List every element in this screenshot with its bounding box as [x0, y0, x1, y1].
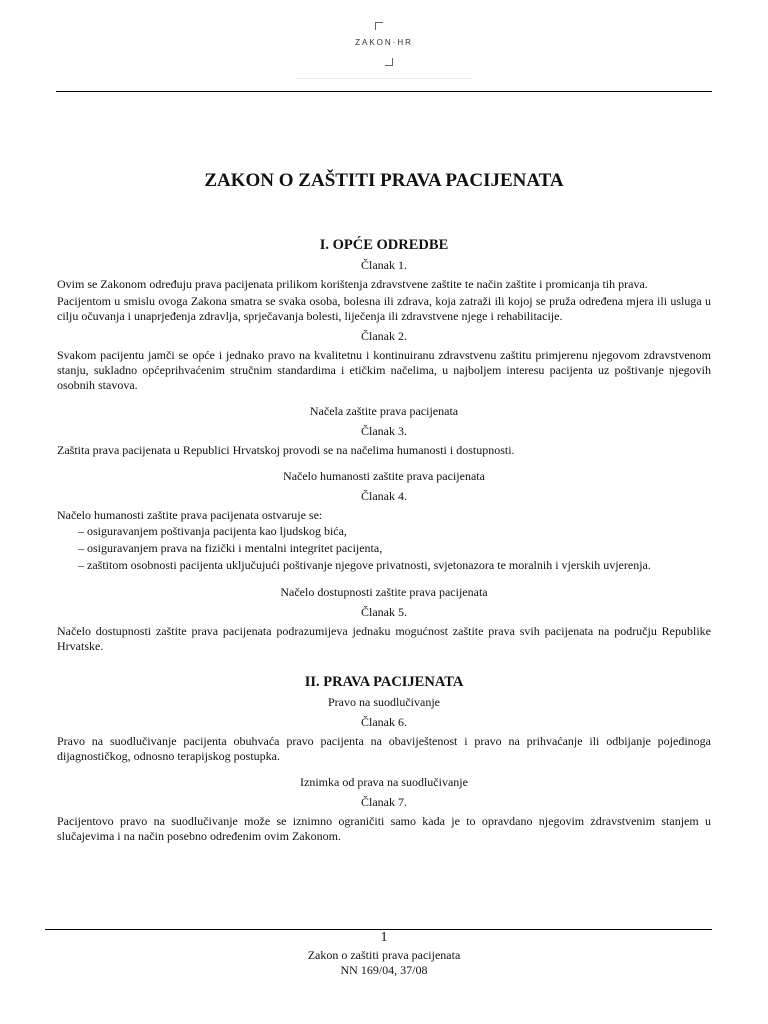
- article-subheading: Iznimka od prava na suodlučivanje: [300, 775, 468, 789]
- article-label: Članak 2.: [361, 329, 407, 343]
- paragraph: Pacijentovo pravo na suodlučivanje može se iznimno ograničiti samo kada je to opravdano njegovim zdravstvenim stanjem u slučajevima i na način posebno određenim ovim Zakonom.: [57, 814, 711, 843]
- section-heading: II. PRAVA PACIJENATA: [304, 674, 464, 690]
- article-label: Članak 6.: [361, 715, 407, 729]
- logo-text: ZAKON·HR: [355, 38, 413, 47]
- logo-underline: [296, 78, 472, 79]
- header-rule: [56, 91, 712, 92]
- document-title: ZAKON O ZAŠTITI PRAVA PACIJENATA: [204, 170, 564, 191]
- article-subheading: Načelo dostupnosti zaštite prava pacijenata: [280, 585, 488, 599]
- section-heading: I. OPĆE ODREDBE: [319, 237, 449, 253]
- article-subheading: Načela zaštite prava pacijenata: [309, 404, 459, 418]
- logo-corner-mark: [385, 58, 393, 66]
- page-number: 1: [380, 930, 388, 945]
- paragraph: Načelo dostupnosti zaštite prava pacijenata podrazumijeva jednaku mogućnost zaštite prava svih pacijenata na području Republike Hrvatske.: [57, 624, 711, 653]
- list-item: – osiguravanjem prava na fizički i mentalni integritet pacijenta,: [78, 540, 711, 557]
- header-logo: [0, 16, 768, 77]
- paragraph: Pravo na suodlučivanje pacijenta obuhvaća pravo pacijenta na obaviještenost i pravo na prihvaćanje ili odbijanje pojedinoga dijagnostičkog, odnosno terapijskog postupka.: [57, 734, 711, 763]
- article-label: Članak 7.: [361, 795, 407, 809]
- list-item: – osiguravanjem poštivanja pacijenta kao ljudskog bića,: [78, 523, 711, 540]
- article-label: Članak 3.: [361, 424, 407, 438]
- paragraph: Pacijentom u smislu ovoga Zakona smatra se svaka osoba, bolesna ili zdrava, koja zatraži ili kojoj se pruža određena mjera ili usluga u cilju očuvanja i unaprjeđenja zdravlja, sprječavanja bolesti, liječenja ili zdravstvene njege i rehabilitacije.: [57, 294, 711, 323]
- bullet-list: [57, 523, 711, 574]
- logo: [339, 16, 429, 72]
- list-item: – zaštitom osobnosti pacijenta uključujući poštivanje njegove privatnosti, svjetonazora te moralnih i vjerskih uvjerenja.: [78, 557, 711, 574]
- page-footer: [0, 930, 768, 978]
- paragraph: Ovim se Zakonom određuju prava pacijenata prilikom korištenja zdravstvene zaštite te način zaštite i promicanja tih prava.: [57, 277, 648, 291]
- footer-gazette-reference: NN 169/04, 37/08: [340, 963, 428, 977]
- paragraph: Svakom pacijentu jamči se opće i jednako pravo na kvalitetnu i kontinuiranu zdravstvenu zaštitu primjerenu njegovom zdravstvenom stanju, sukladno općeprihvaćenim stručnim standardima i etičkim načelima, u najboljem interesu pacijenta uz poštivanje njegovih osobnih stavova.: [57, 348, 711, 392]
- paragraph: Zaštita prava pacijenata u Republici Hrvatskoj provodi se na načelima humanosti i dostupnosti.: [57, 443, 515, 457]
- article-label: Članak 1.: [361, 258, 407, 272]
- article-label: Članak 5.: [361, 605, 407, 619]
- article-label: Članak 4.: [361, 489, 407, 503]
- footer-document-name: Zakon o zaštiti prava pacijenata: [307, 948, 461, 962]
- article-subheading: Načelo humanosti zaštite prava pacijenata: [283, 469, 485, 483]
- paragraph: Načelo humanosti zaštite prava pacijenata ostvaruje se:: [57, 508, 323, 522]
- article-subheading: Pravo na suodlučivanje: [328, 695, 440, 709]
- logo-corner-mark: [375, 22, 383, 30]
- document-body: [57, 168, 711, 844]
